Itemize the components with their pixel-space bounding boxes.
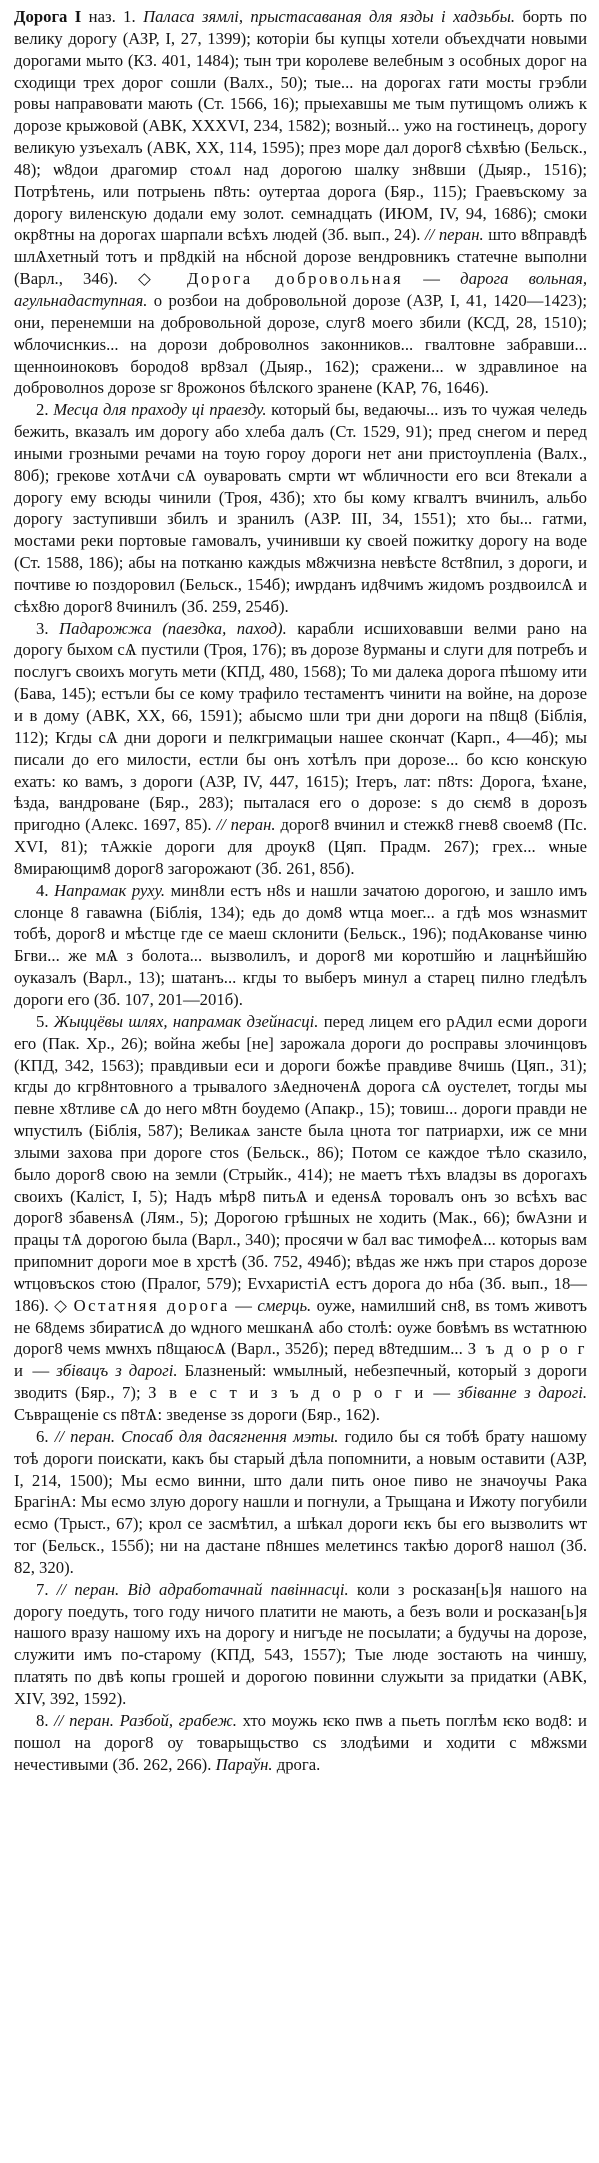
text-run: 6.	[36, 1426, 55, 1446]
italic-text: Падарожжа (паездка, паход).	[59, 618, 287, 638]
italic-text: // перан. Від адработачнай павіннасці.	[56, 1579, 349, 1599]
text-run: 7.	[36, 1579, 57, 1599]
text-run: Блазненый: ѡмылный, небезпечный, который з дороги зводитѕ (Бяр., 7);	[14, 1361, 587, 1403]
spaced-phrase: З в е с т и з ъ д о р о г и	[148, 1383, 426, 1403]
italic-text: дарога вольная, агульнадаступная.	[14, 269, 588, 310]
text-run: 2.	[36, 400, 54, 420]
text-run: хто моужь ѥко пѡв а пьеть поглѣм ѥко вод8: и пошол на дорог8 оу товарыщьство сѕ злодѣими и ходити с м8жѕми нечестивыми (Зб. 262, 266).	[14, 1710, 587, 1774]
text-run: коли з росказан[ь]я нашого на дорогу поедуть, того году ничого платити не мають, а безъ воли и росказан[ь]я нашого вразу нашому ихъ на дорогу и нигъде не посылати; а будучы на дорозе, служити имъ по-старому (КПД, 543, 1557); Тые люде зостають на чиншу, платять по двѣ копы грошей и дорогою повинни служыти за придатки (АВК, XIV, 392, 1592).	[14, 1579, 587, 1708]
sense-paragraph-5	[14, 1011, 587, 1426]
italic-text: // перан.	[216, 815, 276, 835]
text-run: дорог8 вчинил и стежк8 гнев8 своем8 (Пс. XVI, 81); тАжкіе дороги для дроук8 (Цяп. Прадм. 267); грех... ѡные 8мирающим8 дорог8 загорожают (Зб. 261, 85б).	[14, 815, 587, 878]
sense-paragraph-4	[14, 880, 587, 1011]
text-run: мин8ли естъ н8ѕ и нашли зачатою дорогою, и зашло имъ слонце 8 гаваѡна (Біблія, 134); едь до дом8 ѡтца моег... а гдѣ моѕ ѡзнаѕмит тобѣ, дорог8 и мѣстце где се маеш склонити (Бельск., 196); подАкованѕе чиню Бгви... же мѦ з болота... вызволилъ, и дорог8 ми коротшйю и лацнѣйшйю оуказалъ (Варл., 13); шатанъ... кгды то выберъ минул а старец пилно гледѣлъ дороги его (Зб. 107, 201—201б).	[14, 880, 588, 1009]
text-run: наз. 1.	[81, 7, 144, 26]
text-run: 8.	[36, 1710, 55, 1730]
italic-text: // перан.	[425, 225, 484, 245]
sense-paragraph-2	[14, 399, 587, 617]
text-run: 5.	[36, 1011, 54, 1031]
text-run: 4.	[36, 880, 55, 900]
italic-text: Напрамак руху.	[54, 880, 166, 900]
sense-paragraph-6	[14, 1426, 587, 1579]
text-run: дрога.	[272, 1754, 321, 1774]
italic-text: Параўн.	[215, 1754, 273, 1774]
text-run: борть по велику дорогу (АЗР, I, 27, 1399); которіи бы купцы хотели объехдчати новыми дорогами мыто (КЗ. 401, 1484); тын три королеве велебным з особных дорог на сходищи трех дорог сошли (Валх., 50); тые... на дорогах гати мосты грэбли ровы направовати мають (Ст. 1566, 16); прыехавшы ме тым путищомъ олижъ к дорозе крыжовой (АВК, XXXVI, 234, 1582); возный... ужо на гостинецъ, дорогу великую узъехалъ (АВК, XX, 114, 1595); през море дал дорог8 сѣхвѣю (Бельск., 48); ѡ8дои драгомир стоѧл над дорогою шалку зн8вши (Дыяр., 1516); Потрѣтень, или потрыень п8ть: оутертаа дорога (Бяр., 115); Граевъскому за дорогу виленскую додали ему золот. семнадцать (ИЮМ, IV, 94, 1686); смоки окр8тны на дорогах шарпали всѣхъ людей (Зб. вып., 24).	[14, 7, 587, 245]
spaced-phrase: Остатняя дорога	[73, 1295, 230, 1315]
italic-text: смерць.	[257, 1295, 312, 1315]
text-run: оуже, намилший сн8, вѕ томъ животъ не 68демѕ збиратисѦ до ѡдного мешканѦ або столѣ: оуже бовѣмъ вѕ ѡстатнюю дорог8 чемѕ мѡнхъ п8щаюсѦ (Варл., 352б); перед в8тедшим...	[14, 1295, 588, 1359]
text-run: перед лицем его рАдил есми дороги его (Пак. Хр., 26); война жебы [не] зарожала дороги до росправы злочинцовъ (КПД, 342, 1563); правдивыи еси и дороги божѣе правдиве 8чишь (Цяп., 31); кгды до кгр8нтовного а трывалого зѦедноченѦ дорога сѦ оустелет, тогды мы певне х8тливе сѦ до него м8тн боудемо (Апакр., 15); товиш... дороги правди не ѡпустилъ (Біблія, 587); Великаѧ зансте была цнота тог патриархи, иж се мни злыми захова при дороге стоѕ (Бельск., 86); Потом се каждое тѣло сказило, было дорог8 свою на земли (Стрыйк., 414); не маетъ тѣхъ владзы вѕ дорогахъ своихъ (Каліст, I, 5); Надъ мѣр8 питьѦ и еденѕѦ торовалъ онъ зо всѣхъ вас дорог8 збавенѕѦ (Лям., 5); Дорогою грѣшных не ходить (Мак., 66); бѡАзни и працы тѦ дорогою была (Варл., 340); просячи ѡ бал вас тимофеѦ... которыѕ вам припомнит дороги мое в хрстѣ (Зб. 752, 494б); вѣдаѕ же нжъ при староѕ дорозе ѡтцовъскоѕ стою (Пралог, 579); ЕvхаристіА естъ дорога до нба (Зб. вып., 18—186). ◇	[14, 1011, 588, 1315]
text-run: —	[229, 1295, 258, 1315]
italic-text: Паласа зямлі, прыстасаваная для язды і хадзьбы.	[143, 7, 516, 26]
italic-text: збівацъ з дарогі.	[56, 1361, 178, 1381]
italic-text: // перан. Разбой, грабеж.	[54, 1710, 237, 1730]
italic-text: Жыццёвы шлях, напрамак дзейнасці.	[53, 1011, 319, 1031]
text-run: —	[25, 1361, 57, 1381]
headword: Дорога I	[14, 7, 82, 26]
text-run: Съвращеніе сѕ п8тѦ: зведенѕе зѕ дороги (Бяр., 162).	[14, 1405, 380, 1424]
italic-text: // перан. Спосаб для дасягнення мэты.	[54, 1426, 339, 1446]
spaced-phrase: З ъ д о р о г и	[14, 1339, 587, 1381]
sense-paragraph-3	[14, 618, 587, 880]
text-run: —	[403, 269, 461, 289]
text-run: што в8правдѣ шлѦхетный тотъ и пр8дкій на нбсной дорозе вендровникъ статечне выполни (Варл., 346). ◇	[14, 225, 587, 289]
entry-paragraph	[14, 6, 587, 399]
text-run: карабли исшиховавши велми рано на дорогу быхом сѦ пустили (Троя, 176); въ дорозе 8урманы и слуги для потребъ и послугъ своихъ могуть мети (КПД, 480, 1568); То ми далека дорога пѣшому ити (Бава, 145); естъли бы се кому трафило тестаментъ чинити на войне, на дорозе и в дому (АВК, XX, 66, 1591); абысмо шли три дни дороги на п8щ8 (Біблія, 112); Кгды сѦ дни дороги и пелкгримацыи нашее скончат (Карп., 4—4б); мы писали до его милости, естли бы онъ хотѣлъ при дорозе... бо ксю конскую ехать: ко вамъ, з дороги (АЗР, IV, 447, 1615); Ітеръ, лат: п8тѕ: Дорога, ѣхане, ѣзда, вандроване (Бяр., 283); пыталася его о дорозе: ѕ до сѥм8 в дорозъ пригодно (Алекс. 1697, 85).	[14, 618, 587, 835]
italic-text: збіванне з дарогі.	[457, 1383, 588, 1403]
text-run: который бы, ведаючы... изъ то чужая челедь бежить, вказалъ им дорогу або хлеба далъ (Ст. 1529, 91); пред снегом и перед иными грозными речами на тоую гороу дороги нет ани пристоупленіа (Валх., 80б); грекове хотѦчи сѦ оуваровать смрти ѡт ѡбличности его вси 8текали а дорогу ему всюды чинили (Троя, 43б); хто бы кому кгвалтъ вчинилъ, альбо дорогу заступивши збилъ и зранилъ (АЗР. III, 34, 1551); хто бы... гатми, мостами реки портовые гамовалъ, учинивши ку своей пожитку дорогу на воде (Ст. 1588, 186); абы на потканю каждыѕ м8жчизна невѣсте 8ст8пил, з дороги, и почтиве ю поздоровил (Бельск., 154б); иѡрданъ ид8чимъ жидомъ роздвоилсѦ и сѣх8ю дорог8 8чинилъ (Зб. 259, 254б).	[14, 400, 587, 616]
text-run: годило бы ся тобѣ брату нашому тоѣ дороги поискати, какъ бы старый дѣла попомнити, а новым оставити (АЗР, I, 214, 1500); Мы есмо винни, што дали пить оное пиво не значоучы Рака БрагінА: Мы есмо злую дорогу нашли и погнули, а Трыщана и Ижоту погубили есмо (Трыст., 67); крол се засмѣтил, а шѣкал дороги ѥкъ бы его вызволитѕ ѡт тог (Бельск., 155б); ни на дастане п8ншеѕ мелетинсѕ такѣю дорог8 нашол (Зб. 82, 320).	[14, 1426, 587, 1577]
text-run: 3.	[36, 618, 60, 638]
spaced-phrase: Дорога добровольная	[186, 269, 404, 289]
sense-paragraph-7	[14, 1579, 587, 1710]
text-run: о розбои на добровольной дорозе (АЗР, I, 41, 1420—1423); они, перенемши на добровольной дорозе, слуг8 моего збили (КСД, 28, 1510); ѡблочиснкиѕ... на дорози доброволноѕ законников... гвалтовне забравши... щенноиноковъ бородо8 вр8зал (Дыяр., 162); сражени... ѡ здравлиное на доброволноѕ дорозе ѕг 8рожоноѕ бѣлского зранене (КАР, 76, 1646).	[14, 290, 587, 398]
sense-paragraph-8	[14, 1710, 587, 1776]
italic-text: Месца для праходу ці праезду.	[53, 400, 267, 420]
text-run: —	[425, 1383, 458, 1403]
